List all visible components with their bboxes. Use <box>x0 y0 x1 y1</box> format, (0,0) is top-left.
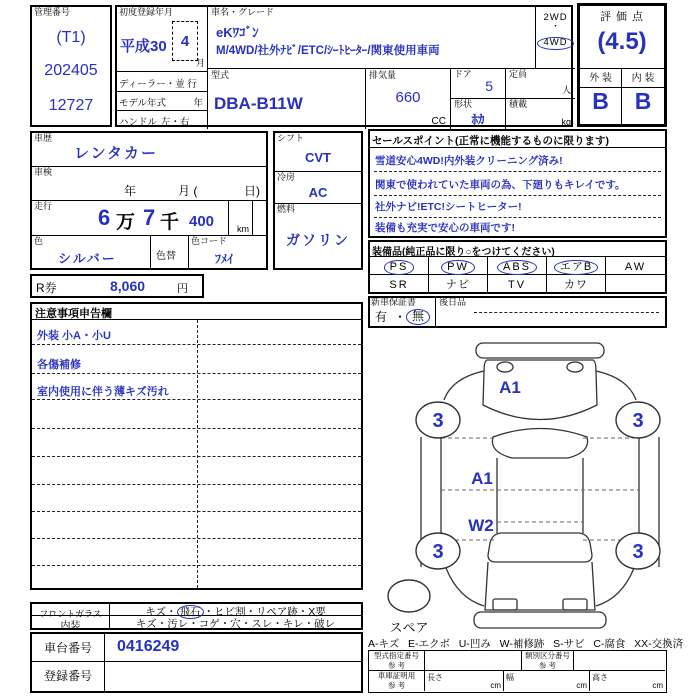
engine-cell <box>365 69 450 129</box>
reference-table <box>368 650 667 693</box>
color-label: 色 <box>34 236 44 246</box>
color-change-cell <box>150 236 188 268</box>
notes-box <box>30 302 363 590</box>
sales-point-1: 雪道安心4WD!内外装クリーニング済み! <box>375 155 563 167</box>
wheel-mark-fr: 3 <box>632 410 644 432</box>
chassis-value: 0416249 <box>117 638 180 655</box>
exterior-grade-value: B <box>580 88 622 124</box>
management-number-line1: (T1) <box>56 29 86 46</box>
sales-points-box <box>368 129 667 238</box>
width-cell: 幅 cm <box>504 671 590 691</box>
history-row <box>32 133 266 167</box>
management-number-line2: 202405 <box>44 62 98 79</box>
first-registration-month: 4 <box>180 33 190 50</box>
dealer-label: ディーラー・並 行 <box>119 79 197 90</box>
car-name-label: 車名・グレード <box>211 7 275 17</box>
month-unit-label: 月 <box>195 58 205 69</box>
inspection-label: 車検 <box>34 167 53 177</box>
notes-line-row <box>32 522 361 539</box>
inspection-month-unit: 月 ( <box>178 184 198 198</box>
notes-line-row <box>32 412 361 429</box>
equipment-cell-tv: TV <box>488 275 547 292</box>
equipment-cell-sr: SR <box>370 275 429 292</box>
chassis-label-cell <box>32 634 105 662</box>
chassis-box <box>30 632 363 693</box>
mileage-unit-cell <box>228 201 252 236</box>
model-designation-value <box>425 651 522 671</box>
model-designation-cell: 型式指定番号 参 考 <box>369 651 425 671</box>
warranty-label: 新車保証書 <box>371 297 417 307</box>
first-registration-era-year: 平成30 <box>120 38 167 55</box>
equipment-cell-leather: カワ <box>547 275 606 292</box>
mileage-row <box>32 201 266 236</box>
fuel-value: ガソリン <box>286 232 350 248</box>
notes-line-3: 室内使用に伴う薄キズ汚れ <box>37 386 169 398</box>
first-registration-month-box <box>172 21 198 61</box>
chassis-value-cell <box>105 634 361 662</box>
ac-value: AC <box>308 185 328 200</box>
sales-point-4: 装備も充実で安心の車両です! <box>375 222 515 234</box>
drive-4wd-circled: 4WD <box>537 37 573 50</box>
history-label: 車歴 <box>34 133 53 143</box>
dealer-cell <box>117 72 208 92</box>
engine-unit: CC <box>431 116 446 127</box>
interior-label-cell <box>32 616 110 632</box>
ac-label: 冷房 <box>277 172 296 182</box>
color-value: シルバー <box>58 251 117 266</box>
equipment-cell-ps: PS <box>370 257 429 275</box>
car-name-cell <box>208 7 535 69</box>
model-code-value: DBA-B11W <box>214 94 303 113</box>
engine-label: 排気量 <box>369 70 397 80</box>
wheel-mark-rr: 3 <box>632 541 644 563</box>
exterior-grade-label: 外 装 <box>580 68 622 88</box>
later-parts-cell <box>436 298 665 326</box>
equipment-cell-aw: AW <box>606 257 665 275</box>
warranty-box <box>368 296 667 328</box>
load-label: 積載 <box>509 99 528 109</box>
mileage-spare-cell <box>252 201 266 236</box>
interior-grade-value: B <box>634 88 652 114</box>
later-parts-line <box>474 298 659 313</box>
mileage-sen-value: 7 <box>143 205 156 230</box>
sales-point-row <box>374 148 661 172</box>
color-code-cell <box>188 236 266 268</box>
front-glass-label-cell <box>32 604 110 619</box>
door-value: 5 <box>485 78 493 94</box>
interior-label: 内装 <box>60 621 81 632</box>
rear-window-shape <box>488 533 592 562</box>
capacity-unit: 人 <box>561 85 571 95</box>
sales-point-row <box>374 218 661 236</box>
shift-value: CVT <box>305 150 331 165</box>
door-label: ドア <box>454 69 472 79</box>
model-code-cell <box>208 69 365 129</box>
shift-cell <box>275 133 361 172</box>
spare-label: スペア <box>389 620 429 635</box>
equipment-cell-navi: ナビ <box>429 275 488 292</box>
management-number-label: 管理番号 <box>34 7 71 17</box>
color-change-label: 色替 <box>156 251 176 262</box>
mileage-unit: km <box>237 224 249 234</box>
warranty-dot: ・ <box>394 310 407 324</box>
drive-2wd: 2WD <box>543 12 568 23</box>
model-year-cell <box>117 92 208 111</box>
damage-legend: A-キズ E-エクボ U-凹み W-補修跡 S-サビ C-腐食 XX-交換済 <box>368 638 684 650</box>
ac-cell <box>275 172 361 204</box>
equipment-title: 装備品(純正品に限り○をつけてください) <box>372 247 555 258</box>
door-cell <box>450 69 505 99</box>
rear-bumper-shape <box>474 612 606 628</box>
notes-line-row <box>32 549 361 566</box>
handle-cell <box>117 111 208 129</box>
notes-title: 注意事項申告欄 <box>35 308 112 320</box>
mileage-label: 走行 <box>34 201 53 211</box>
notes-line-row <box>32 495 361 512</box>
sales-point-row <box>374 196 661 218</box>
recycle-ticket-box <box>30 274 204 298</box>
header-box <box>115 5 573 127</box>
handle-value: 左・右 <box>161 117 190 128</box>
equipment-cell-airbag: エアB <box>547 257 606 275</box>
management-number-line3: 12727 <box>48 97 94 114</box>
score-box <box>577 3 667 127</box>
inspection-row <box>32 167 266 201</box>
fuel-label: 燃料 <box>277 204 296 214</box>
chassis-label: 車台番号 <box>43 641 92 655</box>
recycle-ticket-value: 8,060 <box>110 278 146 294</box>
handle-label: ハンドル <box>119 117 158 128</box>
mileage-sen-unit: 千 <box>160 212 180 233</box>
capacity-label: 定員 <box>509 69 528 79</box>
side-mark: A1 <box>471 469 493 488</box>
score-label: 評 価 点 <box>599 11 645 23</box>
drive-dot: ・ <box>550 21 560 31</box>
equipment-cell-abs: ABS <box>488 257 547 275</box>
wheel-mark-rl: 3 <box>432 541 444 563</box>
first-registration-label: 初度登録年月 <box>119 7 174 17</box>
inspection-day-unit: 日) <box>244 184 260 198</box>
class-number-cell: 類別区分番号 参 考 <box>522 651 574 671</box>
shape-value: ﾎｶ <box>471 112 485 127</box>
equipment-cell-pw: PW <box>429 257 488 275</box>
mileage-man-value: 6 <box>98 205 111 230</box>
garage-cert-cell: 車庫証明用 参 考 <box>369 671 425 691</box>
load-unit: kg <box>561 117 571 127</box>
load-cell <box>505 99 575 129</box>
later-parts-label: 後日品 <box>439 297 467 307</box>
warranty-no-circled: 無 <box>406 309 430 325</box>
notes-line-row <box>32 357 361 374</box>
notes-line-2: 各傷補修 <box>37 359 81 371</box>
vehicle-detail-box <box>30 131 268 270</box>
history-value: レンタカー <box>74 145 159 162</box>
windshield-shape <box>492 429 587 459</box>
equipment-box <box>368 240 667 294</box>
warranty-cell <box>370 298 436 326</box>
registration-label: 登録番号 <box>43 669 92 683</box>
mileage-rest-value: 400 <box>189 213 215 230</box>
front-glass-label: フロントガラス <box>39 609 102 619</box>
color-row <box>32 236 266 268</box>
score-value: (4.5) <box>597 28 647 55</box>
interior-grade-label: 内 装 <box>622 68 664 88</box>
interior-value-cell: キズ・汚レ・コゲ・穴・スレ・キレ・破レ <box>135 618 336 630</box>
model-code-label: 型式 <box>211 70 230 80</box>
drivetrain-box <box>273 131 363 270</box>
sales-point-2: 関東で使われていた車両の為、下廻りもキレイです。 <box>375 179 626 191</box>
color-code-value: ﾌﾒｲ <box>215 252 234 266</box>
mileage-man-unit: 万 <box>116 212 136 233</box>
shift-label: シフト <box>277 133 305 143</box>
notes-line-1: 外装 小A・小U <box>37 330 111 342</box>
hood-mark: A1 <box>499 378 521 397</box>
sales-points-header <box>370 131 665 148</box>
shape-label: 形状 <box>454 99 473 109</box>
car-name-line1: eKﾜｺﾞﾝ <box>216 25 259 40</box>
shape-cell <box>450 99 505 129</box>
spare-tire-shape <box>388 580 430 612</box>
sales-point-3: 社外ナビ!ETC!シートヒーター! <box>375 201 522 213</box>
notes-header <box>32 304 361 320</box>
length-cell: 長さ cm <box>425 671 504 691</box>
capacity-cell <box>505 69 575 99</box>
equipment-cell-blank <box>606 275 665 292</box>
wheel-mark-fl: 3 <box>432 410 444 432</box>
management-number-box <box>30 5 112 127</box>
drive-type-cell <box>535 7 575 69</box>
equipment-header <box>370 242 665 257</box>
recycle-ticket-label: R券 <box>36 281 57 295</box>
registration-value-cell <box>105 662 361 691</box>
front-glass-stone-circled: 飛石 <box>177 605 204 619</box>
notes-line-row <box>32 440 361 457</box>
sales-points-title: セールスポイント(正常に機能するものに限ります) <box>372 135 610 147</box>
recycle-ticket-unit: 円 <box>177 283 188 295</box>
car-diagram <box>380 335 670 640</box>
front-glass-value-cell: キズ・ 飛石 ・ヒビ割・リペア跡・X要 <box>110 604 361 616</box>
engine-value: 660 <box>395 89 421 106</box>
registration-label-cell <box>32 662 105 691</box>
glass-interior-box <box>30 602 363 630</box>
model-year-label: モデル年式 <box>119 98 167 109</box>
fuel-cell <box>275 204 361 268</box>
model-year-unit: 年 <box>193 98 203 109</box>
notes-line-row <box>32 468 361 485</box>
first-registration-cell <box>117 7 208 72</box>
rear-mark: W2 <box>468 516 494 535</box>
front-bumper-shape <box>476 343 604 358</box>
color-code-label: 色コード <box>191 236 228 246</box>
height-cell: 高さ cm <box>592 673 663 690</box>
warranty-yes: 有 <box>375 310 388 324</box>
class-number-value <box>574 651 665 671</box>
car-name-line2: M/4WD/社外ﾅﾋﾞ/ETC/ｼｰﾄﾋｰﾀｰ/関東使用車両 <box>216 45 440 57</box>
sales-point-row <box>374 172 661 196</box>
inspection-year-unit: 年 <box>124 184 137 198</box>
